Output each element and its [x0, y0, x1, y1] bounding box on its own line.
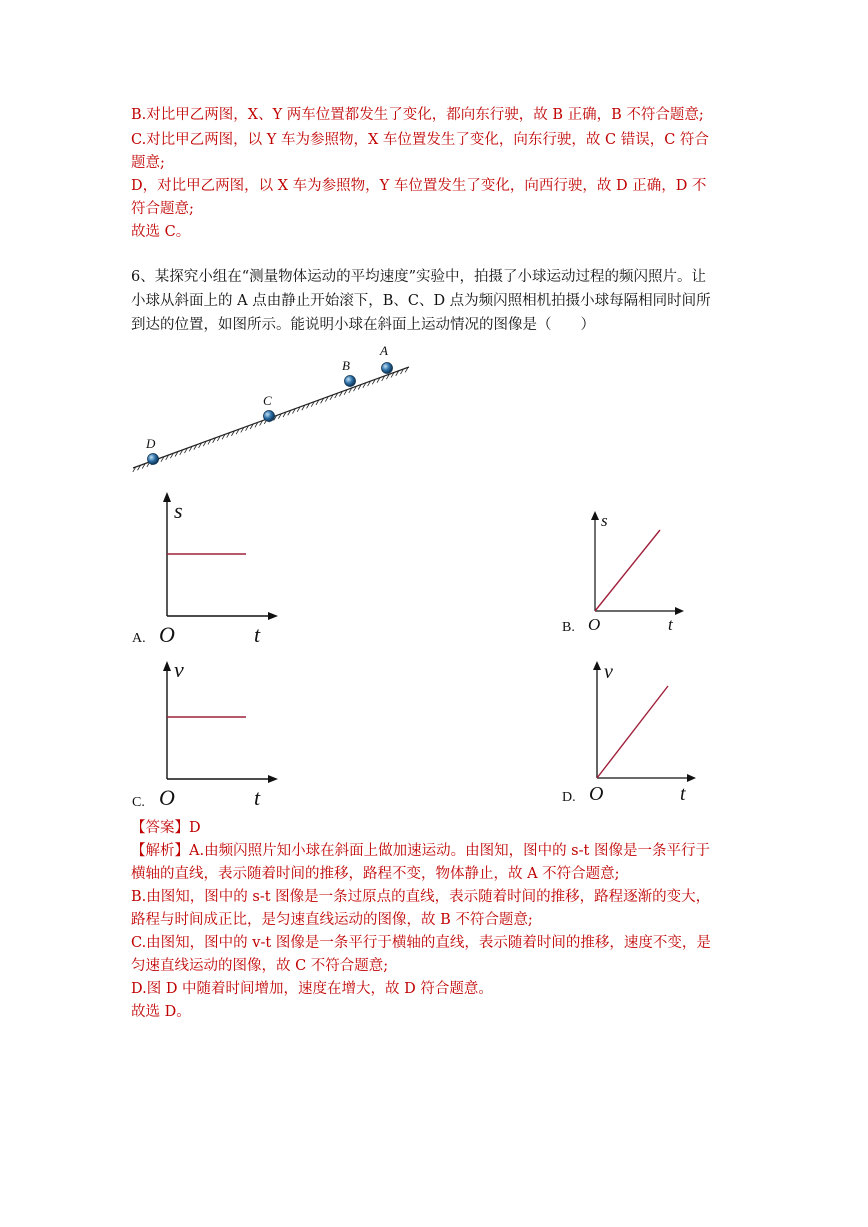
- incline-figure: [125, 340, 425, 480]
- graph-a-x-label: t: [254, 622, 261, 647]
- graph-a: [150, 490, 300, 650]
- graph-a-y-label: s: [174, 498, 183, 523]
- label-a: A: [380, 343, 388, 358]
- graph-d-x-label: t: [680, 783, 686, 805]
- ball-c: [264, 411, 275, 422]
- graph-d-origin: O: [589, 783, 604, 805]
- graph-a-origin: O: [159, 622, 175, 647]
- answer-choose: 故选 D。: [131, 1004, 191, 1020]
- label-c: C: [263, 393, 272, 408]
- graph-d-y-label: v: [604, 661, 613, 683]
- graph-d: [582, 656, 702, 806]
- graph-b-origin: O: [588, 615, 601, 634]
- graph-c-origin: O: [159, 785, 175, 810]
- ball-a: [382, 363, 393, 374]
- question-line-2: 小球从斜面上的 A 点由静止开始滚下，B、C、D 点为频闪照相机拍摄小球每隔相同时间所: [131, 293, 711, 309]
- graph-c-x-label: t: [254, 785, 261, 810]
- graph-b-line: [595, 530, 660, 611]
- analysis-line-d-2: 符合题意;: [131, 201, 194, 217]
- option-a-label: A.: [132, 631, 146, 646]
- graph-b-x-label: t: [668, 615, 673, 634]
- question-line-3: 到达的位置，如图所示。能说明小球在斜面上运动情况的图像是（ ）: [131, 317, 595, 333]
- graph-c-y-label: v: [174, 657, 184, 682]
- question-line-1: 6、某探究小组在“测量物体运动的平均速度”实验中，拍摄了小球运动过程的频闪照片。让: [131, 269, 707, 285]
- analysis-b-2: 路程与时间成正比，是匀速直线运动的图像，故 B 不符合题意;: [131, 912, 533, 928]
- option-c-label: C.: [132, 795, 145, 810]
- analysis-d: D.图 D 中随着时间增加，速度在增大，故 D 符合题意。: [131, 981, 493, 997]
- analysis-b-1: B.由图知，图中的 s-t 图像是一条过原点的直线，表示随着时间的推移，路程逐渐的变大，: [131, 889, 711, 905]
- option-b-label: B.: [562, 620, 575, 635]
- graph-c: [150, 653, 300, 813]
- analysis-choose: 故选 C。: [131, 224, 191, 240]
- ball-d: [148, 454, 159, 465]
- analysis-c-2: 匀速直线运动的图像，故 C 不符合题意;: [131, 958, 389, 974]
- graph-d-line: [597, 686, 668, 778]
- analysis-c-1: C.由图知，图中的 v-t 图像是一条平行于横轴的直线，表示随着时间的推移，速度不变，是: [131, 935, 711, 951]
- analysis-line-b: B.对比甲乙两图，X、Y 两车位置都发生了变化，都向东行驶，故 B 正确，B 不符合题意;: [131, 107, 704, 123]
- label-b: B: [342, 358, 350, 373]
- analysis-line-d-1: D，对比甲乙两图，以 X 车为参照物，Y 车位置发生了变化，向西行驶，故 D 正确，D 不: [131, 178, 707, 194]
- ball-b: [345, 376, 356, 387]
- answer-line: 【答案】D: [131, 820, 201, 836]
- label-d: D: [146, 436, 156, 451]
- analysis-a-2: 横轴的直线，表示随着时间的推移，路程不变，物体静止，故 A 不符合题意;: [131, 866, 620, 882]
- option-d-label: D.: [562, 790, 576, 805]
- graph-b: [580, 505, 690, 635]
- analysis-line-c-1: C.对比甲乙两图，以 Y 车为参照物，X 车位置发生了变化，向东行驶，故 C 错误，C 符合: [131, 132, 709, 148]
- graph-b-y-label: s: [601, 511, 608, 530]
- analysis-line-c-2: 题意;: [131, 155, 165, 171]
- analysis-a-1: 【解析】A.由频闪照片知小球在斜面上做加速运动。由图知，图中的 s-t 图像是一条平行于: [131, 843, 710, 859]
